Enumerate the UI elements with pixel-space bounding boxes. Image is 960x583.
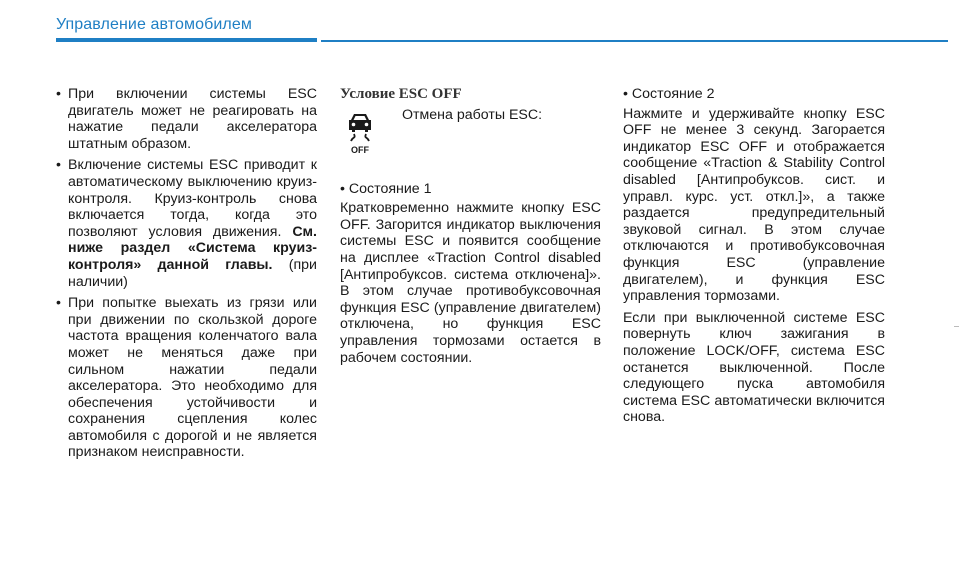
section-heading: Управление автомобилем: [56, 16, 252, 33]
header-rule: [321, 40, 948, 42]
column-right: [623, 86, 885, 431]
column-left: [56, 86, 317, 466]
cross-reference: См. ниже раздел «Система круиз-контроля» данной главы.: [68, 223, 317, 273]
margin-mark: [954, 326, 959, 327]
esc-off-indicator-icon: [340, 109, 380, 155]
bullet-cruise-control: [56, 157, 317, 290]
column-middle: [340, 86, 601, 371]
bullet-text: При включении системы ESC двигатель может не реагировать на нажатие педали акселератора штатным образом.: [68, 86, 317, 152]
esc-off-title: Условие ESC OFF: [340, 86, 462, 102]
state-2-label: • Состояние 2: [623, 86, 715, 102]
header-rule-accent: [56, 38, 317, 42]
page-header: [56, 16, 252, 34]
ignition-note: Если при выключенной системе ESC повернуть ключ зажигания в положение LOCK/OFF, система ESC останется выключенной. После следующего пуска автомобиля система ESC автоматически включится снова.: [623, 309, 885, 426]
esc-off-icon-label: OFF: [351, 144, 369, 155]
bullet-dot: •: [56, 295, 61, 312]
bullet-esc-engine: [56, 86, 317, 152]
state-2-text: Нажмите и удерживайте кнопку ESC OFF не менее 3 секунд. Загорается индикатор ESC OFF и отображается сообщение «Traction & Stability Control disabled [Антипробуксов. сист. и управл. курс. уст. откл.]», а также раздается предупредительный звуковой сигнал. В этом случае отключаются и противобуксовочная функция ESC (управление двигателем), и функция ESC управления тормозами.: [623, 105, 885, 305]
bullet-slippery-road: [56, 295, 317, 461]
esc-off-intro-text: Отмена работы ESC:: [402, 106, 543, 123]
state-1-label: • Состояние 1: [340, 180, 432, 197]
state-1-text: Кратковременно нажмите кнопку ESC OFF. Загорится индикатор выключения системы ESC и появится сообщение на дисплее «Traction Control disabled [Антипробуксов. система отключена]». В этом случае противобуксовочная функция ESC (управление двигателем) отключена, но функция ESC управления тормозами остается в рабочем состоянии.: [340, 200, 601, 366]
bullet-dot: •: [56, 86, 61, 102]
bullet-text: Включение системы ESC приводит к автоматическому выключению круиз-контроля. Круиз-контроль снова включается тогда, когда это позволяют условия движения.: [68, 157, 317, 240]
bullet-note: (при наличии): [68, 256, 317, 290]
esc-off-intro: [340, 107, 601, 165]
bullet-dot: •: [56, 157, 61, 174]
bullet-text: При попытке выехать из грязи или при движении по скользкой дороге частота вращения коленчатого вала может не меняться даже при сильном нажатии педали акселератора. Это необходимо для обеспечения устойчивости и сохранения сцепления колес автомобиля с дорогой и не является признаком неисправности.: [68, 295, 317, 461]
